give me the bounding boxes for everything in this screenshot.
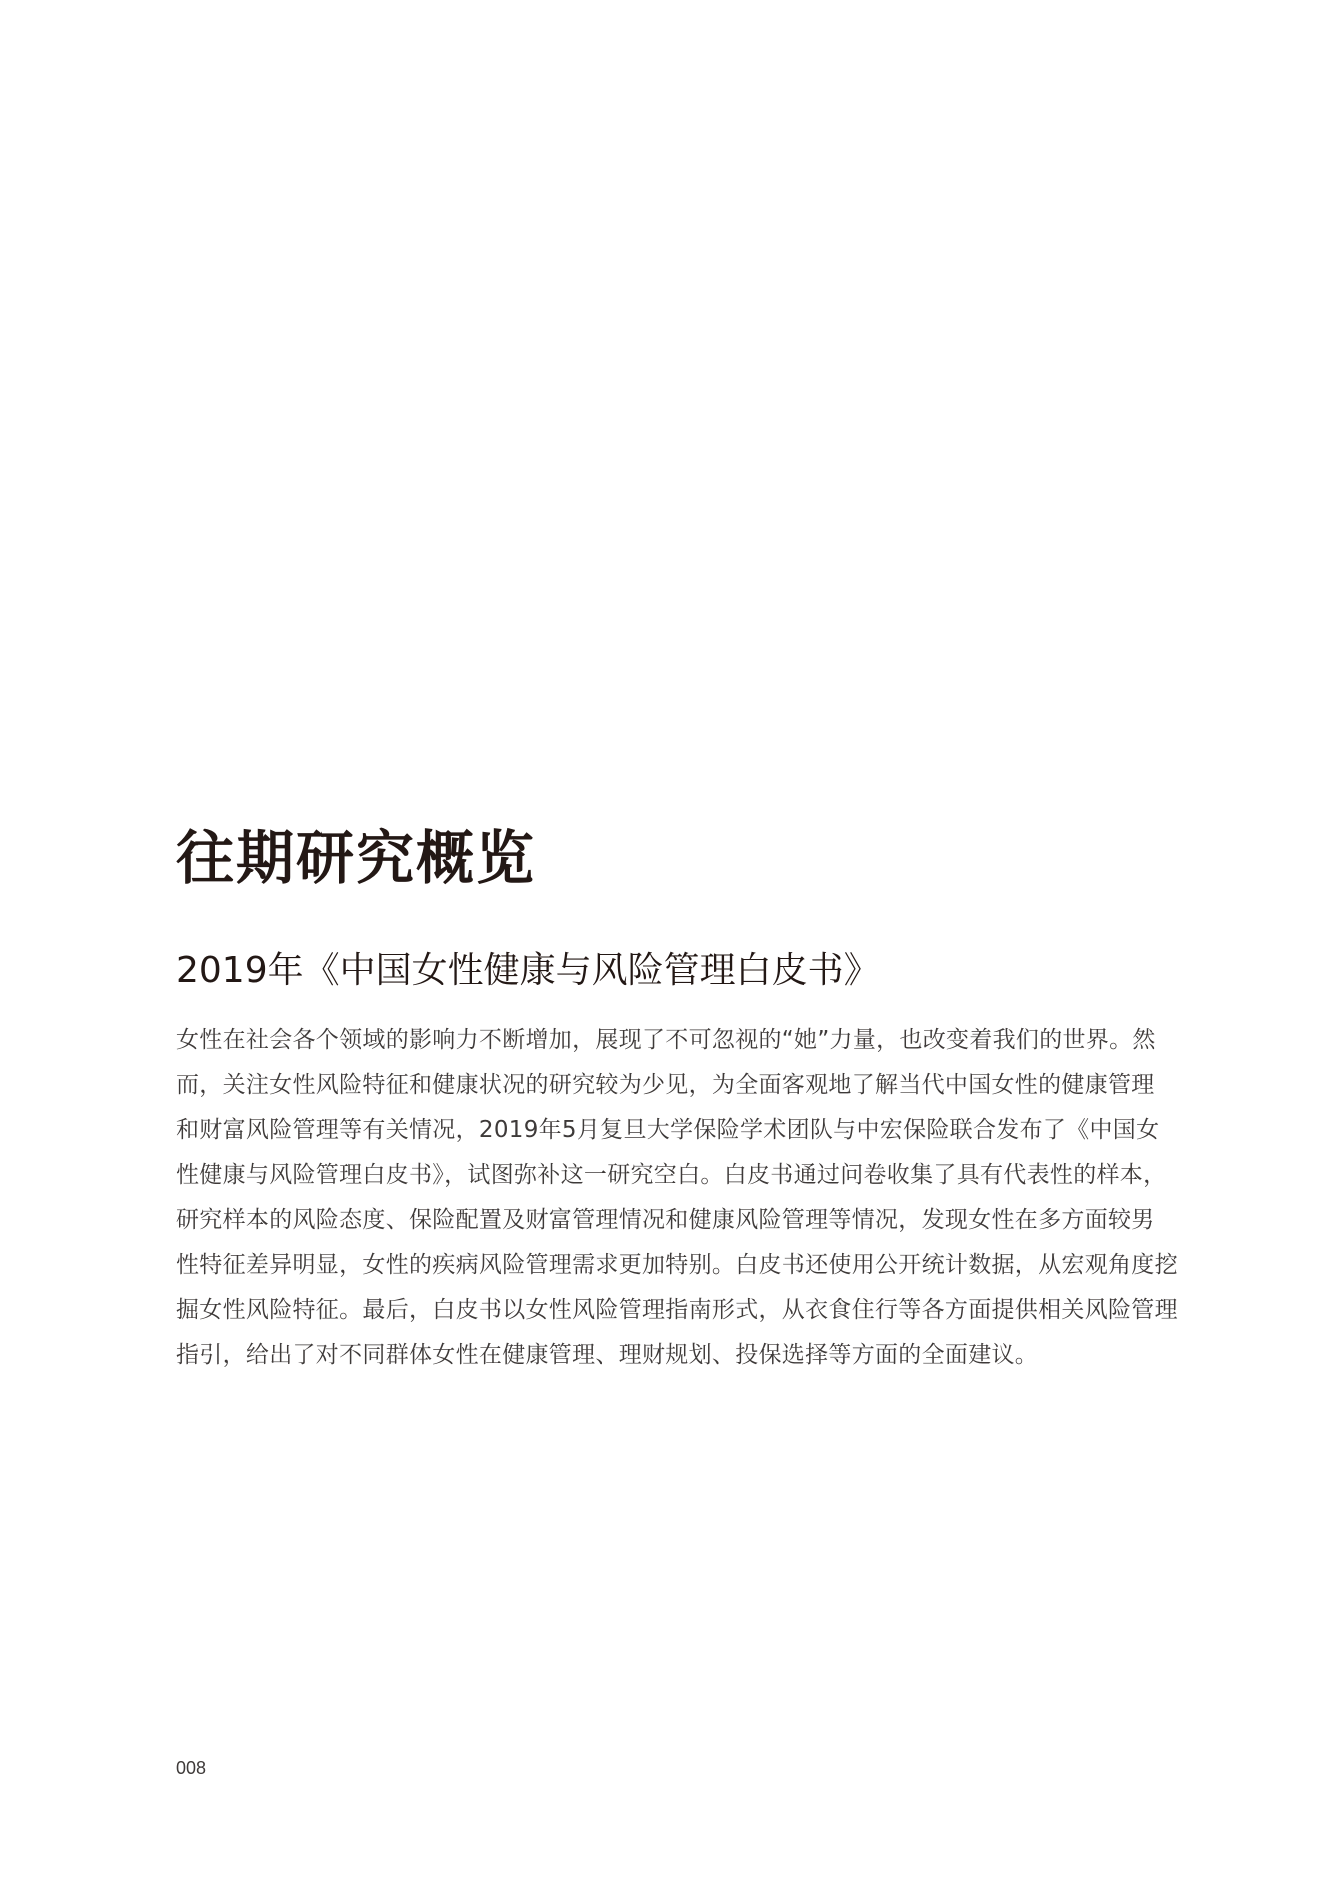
body-line: 指引，给出了对不同群体女性在健康管理、理财规划、投保选择等方面的全面建议。	[176, 1342, 1039, 1368]
body-line: 和财富风险管理等有关情况，2019年5月复旦大学保险学术团队与中宏保险联合发布了《中国女	[176, 1117, 1160, 1143]
section-title: 往期研究概览	[176, 824, 537, 892]
body-line: 而，关注女性风险特征和健康状况的研究较为少见，为全面客观地了解当代中国女性的健康管理	[176, 1072, 1155, 1098]
page-number: 008	[176, 1758, 207, 1778]
body-line: 研究样本的风险态度、保险配置及财富管理情况和健康风险管理等情况，发现女性在多方面较男	[176, 1207, 1155, 1233]
body-line: 性特征差异明显，女性的疾病风险管理需求更加特别。白皮书还使用公开统计数据，从宏观角度挖	[176, 1252, 1178, 1278]
body-line: 掘女性风险特征。最后，白皮书以女性风险管理指南形式，从衣食住行等各方面提供相关风险管理	[176, 1297, 1178, 1323]
report-title: 2019年《中国女性健康与风险管理白皮书》	[176, 950, 880, 991]
body-paragraph	[176, 1018, 1176, 1378]
body-line: 性健康与风险管理白皮书》，试图弥补这一研究空白。白皮书通过问卷收集了具有代表性的样本，	[176, 1162, 1167, 1188]
body-line: 女性在社会各个领域的影响力不断增加，展现了不可忽视的“她”力量，也改变着我们的世界。然	[176, 1027, 1156, 1053]
